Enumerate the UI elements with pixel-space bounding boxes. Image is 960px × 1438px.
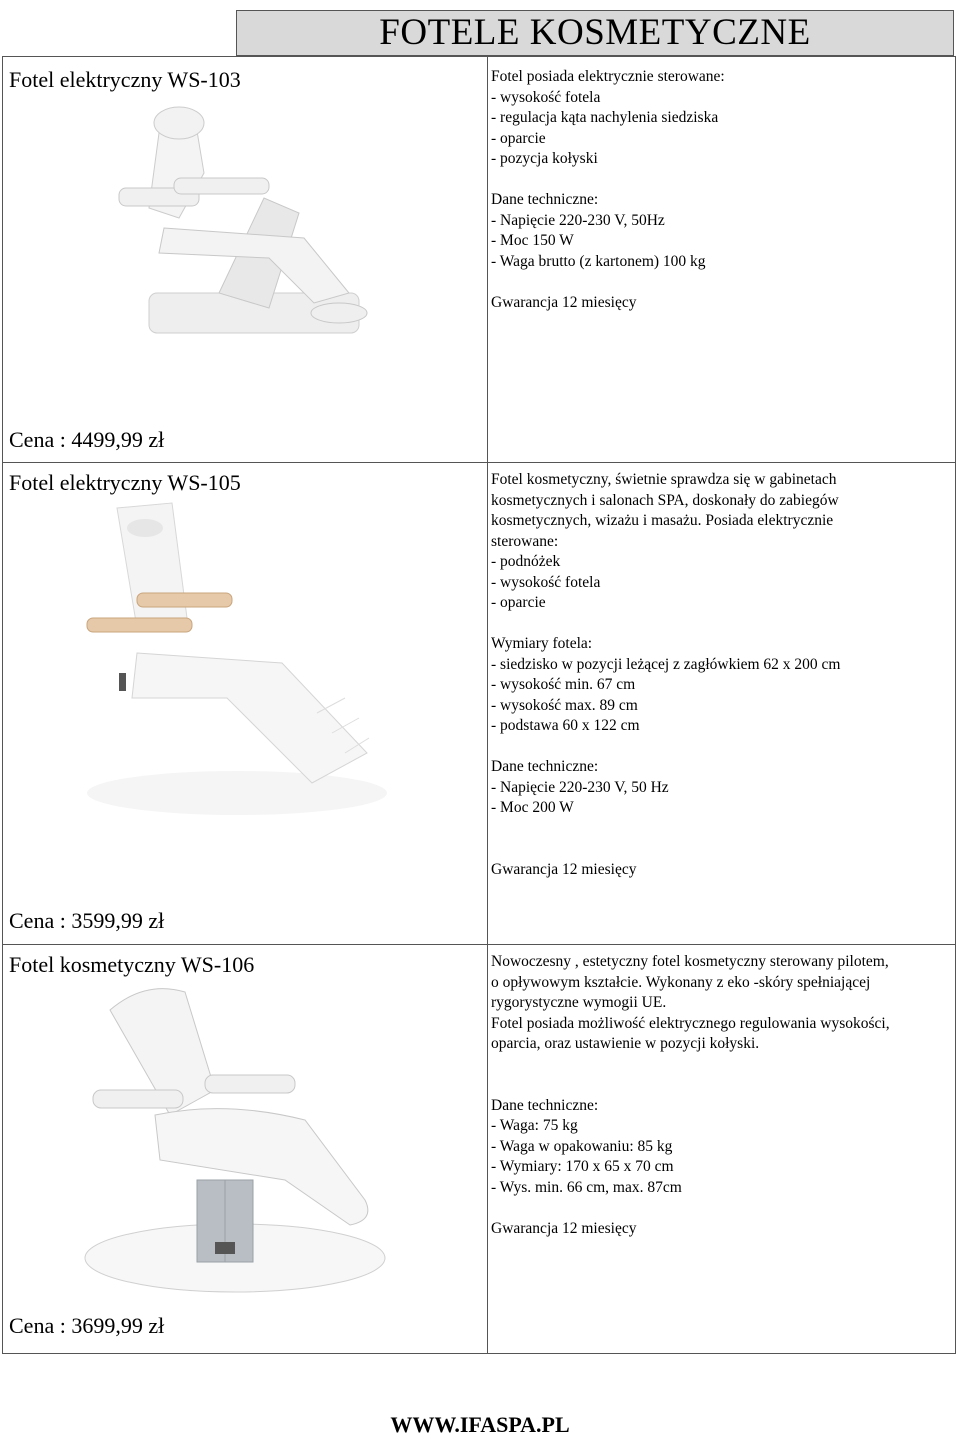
product-description <box>491 470 951 880</box>
description-intro: o opływowym kształcie. Wykonany z eko -skóry spełniającej <box>491 973 871 991</box>
description-intro: kosmetycznych, wizażu i masażu. Posiada elektrycznie <box>491 512 834 529</box>
description-intro: Fotel posiada elektrycznie sterowane: <box>491 68 725 85</box>
description-intro: sterowane: <box>491 532 559 550</box>
product-row-ws-106 <box>3 944 955 1353</box>
description-intro: kosmetycznych i salonach SPA, doskonały do zabiegów <box>491 491 839 509</box>
product-name: Fotel elektryczny WS-105 <box>9 470 241 495</box>
description-intro: Fotel kosmetyczny, świetnie sprawdza się w gabinetach <box>491 471 837 488</box>
product-price: Cena : 4499,99 zł <box>9 427 165 452</box>
warranty-text: Gwarancja 12 miesięcy <box>491 860 637 878</box>
dimension-item: - wysokość max. 89 cm <box>491 696 638 714</box>
feature-item: - regulacja kąta nachylenia siedziska <box>491 109 719 126</box>
feature-item: - wysokość fotela <box>491 88 601 106</box>
dimension-item: - wysokość min. 67 cm <box>491 676 636 693</box>
feature-item: - oparcie <box>491 129 546 147</box>
description-intro: Nowoczesny , estetyczny fotel kosmetyczny sterowany pilotem, <box>491 953 889 970</box>
dimension-item: - podstawa 60 x 122 cm <box>491 717 640 734</box>
tech-heading: Dane techniczne: <box>491 758 599 775</box>
product-row-ws-105 <box>3 462 955 944</box>
dimension-item: - siedzisko w pozycji leżącej z zagłówkiem 62 x 200 cm <box>491 655 841 673</box>
warranty-text: Gwarancja 12 miesięcy <box>491 1219 637 1237</box>
tech-item: - Waga: 75 kg <box>491 1117 578 1134</box>
tech-item: - Waga brutto (z kartonem) 100 kg <box>491 252 706 270</box>
description-intro: oparcia, oraz ustawienie w pozycji kołyski. <box>491 1035 760 1052</box>
product-price: Cena : 3699,99 zł <box>9 1313 165 1338</box>
product-description <box>491 952 951 1239</box>
tech-heading: Dane techniczne: <box>491 191 599 208</box>
product-table <box>2 56 956 1354</box>
page-title: FOTELE KOSMETYCZNE <box>236 10 954 56</box>
product-description <box>491 67 951 313</box>
chair-image-ws-106 <box>75 980 395 1300</box>
description-intro: rygorystyczne wymogii UE. <box>491 994 667 1011</box>
tech-item: - Wymiary: 170 x 65 x 70 cm <box>491 1158 674 1175</box>
tech-item: - Moc 150 W <box>491 232 574 249</box>
tech-heading: Dane techniczne: <box>491 1096 599 1114</box>
tech-item: - Wys. min. 66 cm, max. 87cm <box>491 1178 682 1196</box>
feature-item: - pozycja kołyski <box>491 150 598 167</box>
chair-image-ws-103 <box>99 93 399 363</box>
product-name: Fotel elektryczny WS-103 <box>9 67 241 92</box>
product-row-ws-103 <box>3 57 955 462</box>
tech-item: - Napięcie 220-230 V, 50Hz <box>491 211 665 229</box>
warranty-text: Gwarancja 12 miesięcy <box>491 293 637 311</box>
chair-image-ws-105 <box>77 498 417 818</box>
tech-item: - Moc 200 W <box>491 799 574 816</box>
tech-item: - Napięcie 220-230 V, 50 Hz <box>491 778 669 796</box>
product-name: Fotel kosmetyczny WS-106 <box>9 952 255 977</box>
feature-item: - oparcie <box>491 594 546 611</box>
dimensions-heading: Wymiary fotela: <box>491 635 593 652</box>
feature-item: - podnóżek <box>491 553 561 570</box>
tech-item: - Waga w opakowaniu: 85 kg <box>491 1137 673 1155</box>
product-price: Cena : 3599,99 zł <box>9 908 165 933</box>
feature-item: - wysokość fotela <box>491 573 601 591</box>
website-url: WWW.IFASPA.PL <box>390 1412 570 1437</box>
description-intro: Fotel posiada możliwość elektrycznego regulowania wysokości, <box>491 1014 890 1032</box>
